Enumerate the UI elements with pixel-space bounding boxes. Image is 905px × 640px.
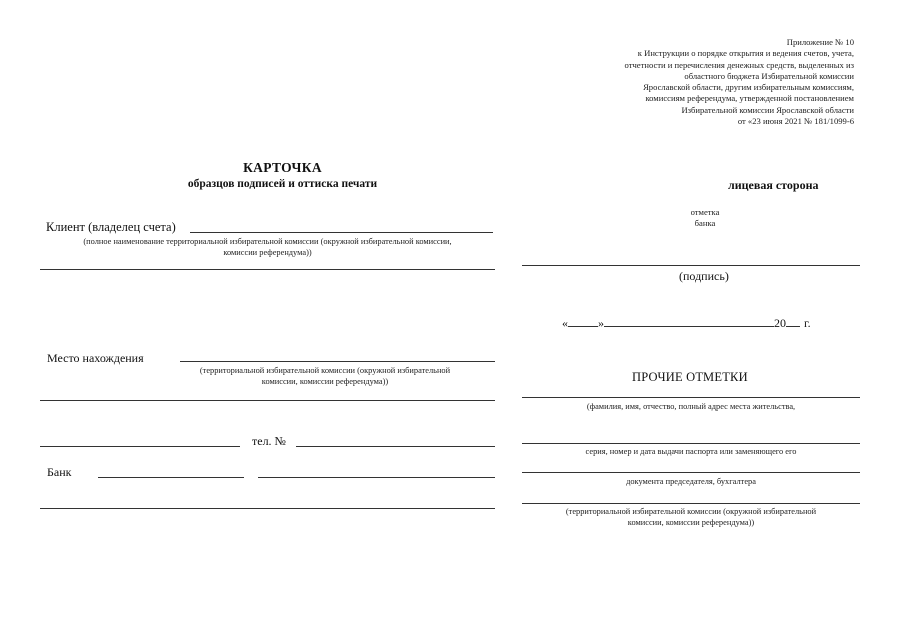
other-hint-4a: (территориальной избирательной комиссии (окружной избирательной	[565, 507, 817, 516]
location-line-2[interactable]	[40, 400, 495, 401]
location-hint-1: (территориальной избирательной комиссии (окружной избирательной	[199, 366, 451, 375]
bank-mark	[680, 207, 730, 229]
location-hint-2: комиссии, комиссии референдума))	[261, 377, 389, 386]
bank-label: Банк	[47, 465, 72, 479]
appendix-line: комиссиям референдума, утвержденной постановлением	[645, 93, 854, 104]
date-close-quote: »	[598, 316, 604, 330]
date-field	[562, 316, 811, 331]
signature-line[interactable]	[522, 265, 860, 266]
date-day-blank[interactable]	[568, 326, 598, 327]
other-hint-2: серия, номер и дата выдачи паспорта или заменяющего его	[585, 447, 797, 456]
date-open-quote: «	[562, 316, 568, 330]
other-marks-title: ПРОЧИЕ ОТМЕТКИ	[632, 370, 748, 384]
date-year-prefix: 20	[774, 316, 786, 330]
card-title-main: КАРТОЧКА	[243, 160, 322, 175]
other-hint-4b: комиссии, комиссии референдума))	[627, 518, 755, 527]
appendix-line: Приложение № 10	[786, 37, 854, 47]
appendix-line: областного бюджета Избирательной комиссии	[684, 70, 854, 81]
appendix-line: отчетности и перечисления денежных средств, выделенных из	[624, 59, 854, 70]
other-line-2[interactable]	[522, 443, 860, 444]
appendix-line: к Инструкции о порядке открытия и ведения счетов, учета,	[637, 48, 854, 59]
bank-line-3[interactable]	[40, 508, 495, 509]
other-line-3[interactable]	[522, 472, 860, 473]
other-hint-3: документа председателя, бухгалтера	[626, 477, 756, 486]
phone-label: тел. №	[252, 434, 287, 448]
client-hint-2: комиссии референдума))	[223, 248, 312, 257]
date-month-blank[interactable]	[604, 326, 774, 327]
bank-mark-line-2: банка	[694, 218, 716, 228]
appendix-line: Избирательной комиссии Ярославской области	[681, 104, 854, 115]
bank-mark-line-1: отметка	[690, 207, 720, 217]
phone-line[interactable]	[296, 446, 495, 447]
appendix-line: от «23 июня 2021 № 181/1099-6	[737, 116, 854, 127]
side-label: лицевая сторона	[728, 178, 819, 192]
card-title-sub: образцов подписей и оттиска печати	[187, 178, 378, 190]
location-line[interactable]	[180, 361, 495, 362]
location-label: Место нахождения	[47, 351, 144, 365]
bank-line-2[interactable]	[258, 477, 495, 478]
appendix-note	[554, 37, 854, 127]
date-year-blank[interactable]	[786, 326, 800, 327]
bank-line-1[interactable]	[98, 477, 244, 478]
address-line[interactable]	[40, 446, 240, 447]
other-line-4[interactable]	[522, 503, 860, 504]
appendix-line: Ярославской области, другим избирательным комиссиям,	[643, 82, 854, 93]
other-hint-1: (фамилия, имя, отчество, полный адрес места жительства,	[586, 402, 796, 411]
client-label: Клиент (владелец счета)	[46, 220, 176, 234]
client-name-line[interactable]	[190, 232, 493, 233]
client-hint-1: (полное наименование территориальной избирательной комиссии (окружной избирательной комиссии,	[83, 237, 452, 246]
date-year-suffix: г.	[804, 316, 811, 330]
signature-label: (подпись)	[679, 269, 729, 283]
other-line-1[interactable]	[522, 397, 860, 398]
card-title	[175, 160, 390, 190]
client-name-line-2[interactable]	[40, 269, 495, 270]
